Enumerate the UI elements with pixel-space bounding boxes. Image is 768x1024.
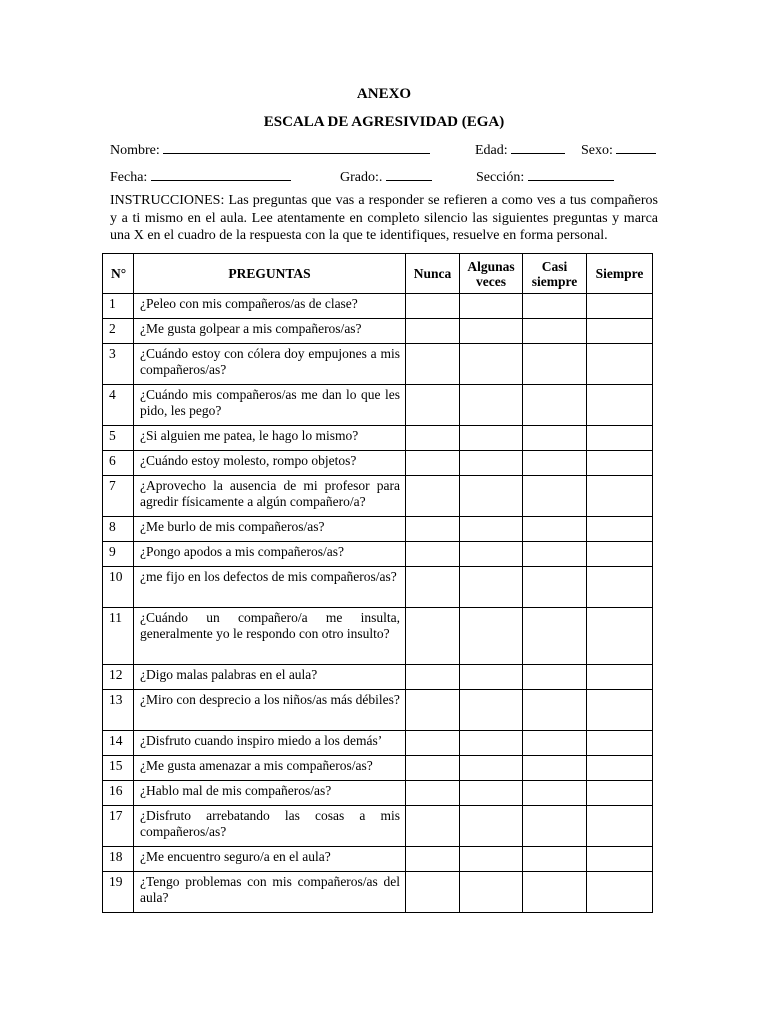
name-field[interactable] — [110, 141, 430, 159]
table-row — [103, 451, 653, 476]
name-label: Nombre: — [110, 143, 160, 158]
answer-cell-sometimes[interactable] — [460, 319, 523, 344]
answer-cell-always[interactable] — [587, 756, 653, 781]
question-number: 15 — [103, 756, 134, 781]
question-number: 5 — [103, 426, 134, 451]
question-text: ¿Peleo con mis compañeros/as de clase? — [134, 294, 406, 319]
answer-cell-sometimes[interactable] — [460, 806, 523, 847]
answer-cell-never[interactable] — [406, 517, 460, 542]
question-number: 6 — [103, 451, 134, 476]
question-text: ¿Si alguien me patea, le hago lo mismo? — [134, 426, 406, 451]
answer-cell-never[interactable] — [406, 731, 460, 756]
answer-cell-never[interactable] — [406, 385, 460, 426]
answer-cell-sometimes[interactable] — [460, 608, 523, 665]
answer-cell-always[interactable] — [587, 344, 653, 385]
answer-cell-almost-always[interactable] — [523, 344, 587, 385]
header-always: Siempre — [587, 254, 653, 294]
answer-cell-always[interactable] — [587, 608, 653, 665]
question-number: 18 — [103, 847, 134, 872]
date-label: Fecha: — [110, 170, 148, 185]
question-number: 13 — [103, 690, 134, 731]
answer-cell-always[interactable] — [587, 426, 653, 451]
answer-cell-never[interactable] — [406, 756, 460, 781]
answer-cell-always[interactable] — [587, 731, 653, 756]
answer-cell-always[interactable] — [587, 567, 653, 608]
answer-cell-never[interactable] — [406, 542, 460, 567]
answer-cell-almost-always[interactable] — [523, 690, 587, 731]
header-never: Nunca — [406, 254, 460, 294]
header-sometimes: Algunas veces — [460, 254, 523, 294]
table-row — [103, 608, 653, 665]
answer-cell-almost-always[interactable] — [523, 806, 587, 847]
answer-cell-almost-always[interactable] — [523, 476, 587, 517]
answer-cell-sometimes[interactable] — [460, 781, 523, 806]
date-blank[interactable] — [151, 168, 291, 181]
answer-cell-sometimes[interactable] — [460, 542, 523, 567]
answer-cell-always[interactable] — [587, 665, 653, 690]
question-text: ¿Cuándo mis compañeros/as me dan lo que les pido, les pego? — [134, 385, 406, 426]
answer-cell-sometimes[interactable] — [460, 426, 523, 451]
question-text: ¿Digo malas palabras en el aula? — [134, 665, 406, 690]
table-row — [103, 385, 653, 426]
question-text: ¿Cuándo un compañero/a me insulta, generalmente yo le respondo con otro insulto? — [134, 608, 406, 665]
instructions-text: INSTRUCCIONES: Las preguntas que vas a responder se refieren a como ves a tus compañeros y a ti mismo en el aula. Lee atentamente en completo silencio las siguientes preguntas y marca una X en el cuadro de la respuesta con la que te identifiques, resuelve en forma personal. — [110, 193, 658, 243]
answer-cell-almost-always[interactable] — [523, 847, 587, 872]
annex-heading: ANEXO — [356, 86, 412, 102]
question-number: 16 — [103, 781, 134, 806]
answer-cell-never[interactable] — [406, 451, 460, 476]
question-number: 17 — [103, 806, 134, 847]
answer-cell-sometimes[interactable] — [460, 690, 523, 731]
answer-cell-almost-always[interactable] — [523, 385, 587, 426]
question-number: 1 — [103, 294, 134, 319]
answer-cell-sometimes[interactable] — [460, 847, 523, 872]
question-text: ¿Aprovecho la ausencia de mi profesor para agredir físicamente a algún compañero/a? — [134, 476, 406, 517]
answer-cell-never[interactable] — [406, 426, 460, 451]
question-text: ¿Me encuentro seguro/a en el aula? — [134, 847, 406, 872]
answer-cell-sometimes[interactable] — [460, 872, 523, 913]
header-number: N° — [103, 254, 134, 294]
question-number: 4 — [103, 385, 134, 426]
answer-cell-always[interactable] — [587, 319, 653, 344]
question-number: 14 — [103, 731, 134, 756]
grade-blank[interactable] — [386, 168, 432, 181]
answer-cell-always[interactable] — [587, 872, 653, 913]
question-text: ¿Cuándo estoy molesto, rompo objetos? — [134, 451, 406, 476]
age-blank[interactable] — [511, 141, 565, 154]
section-field[interactable] — [476, 168, 614, 186]
answer-cell-always[interactable] — [587, 294, 653, 319]
answer-cell-sometimes[interactable] — [460, 385, 523, 426]
table-row — [103, 806, 653, 847]
question-number: 19 — [103, 872, 134, 913]
sex-blank[interactable] — [616, 141, 656, 154]
answer-cell-always[interactable] — [587, 690, 653, 731]
answer-cell-almost-always[interactable] — [523, 872, 587, 913]
answer-cell-sometimes[interactable] — [460, 731, 523, 756]
table-row — [103, 344, 653, 385]
table-row — [103, 665, 653, 690]
answer-cell-almost-always[interactable] — [523, 517, 587, 542]
answer-cell-sometimes[interactable] — [460, 756, 523, 781]
question-number: 8 — [103, 517, 134, 542]
answer-cell-almost-always[interactable] — [523, 567, 587, 608]
answer-cell-almost-always[interactable] — [523, 756, 587, 781]
table-row — [103, 847, 653, 872]
answer-cell-almost-always[interactable] — [523, 731, 587, 756]
answer-cell-sometimes[interactable] — [460, 665, 523, 690]
grade-field[interactable] — [340, 168, 432, 186]
question-text: ¿Tengo problemas con mis compañeros/as del aula? — [134, 872, 406, 913]
document-title: ESCALA DE AGRESIVIDAD (EGA) — [263, 114, 505, 130]
answer-cell-never[interactable] — [406, 690, 460, 731]
questions-table — [102, 253, 653, 913]
answer-cell-always[interactable] — [587, 847, 653, 872]
table-row — [103, 517, 653, 542]
answer-cell-almost-always[interactable] — [523, 781, 587, 806]
question-text: ¿Disfruto cuando inspiro miedo a los demás’ — [134, 731, 406, 756]
header-almost-always: Casi siempre — [523, 254, 587, 294]
table-row — [103, 319, 653, 344]
table-row — [103, 756, 653, 781]
answer-cell-never[interactable] — [406, 872, 460, 913]
answer-cell-always[interactable] — [587, 781, 653, 806]
answer-cell-almost-always[interactable] — [523, 665, 587, 690]
question-number: 2 — [103, 319, 134, 344]
answer-cell-sometimes[interactable] — [460, 344, 523, 385]
question-number: 12 — [103, 665, 134, 690]
question-number: 10 — [103, 567, 134, 608]
table-row — [103, 731, 653, 756]
question-text: ¿Hablo mal de mis compañeros/as? — [134, 781, 406, 806]
answer-cell-never[interactable] — [406, 608, 460, 665]
table-row — [103, 542, 653, 567]
answer-cell-sometimes[interactable] — [460, 567, 523, 608]
answer-cell-never[interactable] — [406, 476, 460, 517]
question-text: ¿Me gusta golpear a mis compañeros/as? — [134, 319, 406, 344]
name-blank[interactable] — [163, 141, 430, 154]
answer-cell-sometimes[interactable] — [460, 294, 523, 319]
answer-cell-always[interactable] — [587, 476, 653, 517]
answer-cell-sometimes[interactable] — [460, 451, 523, 476]
question-number: 9 — [103, 542, 134, 567]
table-header-row — [103, 254, 653, 294]
answer-cell-almost-always[interactable] — [523, 426, 587, 451]
answer-cell-never[interactable] — [406, 319, 460, 344]
sex-field[interactable] — [581, 141, 656, 159]
answer-cell-never[interactable] — [406, 294, 460, 319]
section-blank[interactable] — [528, 168, 614, 181]
table-row — [103, 476, 653, 517]
table-row — [103, 690, 653, 731]
question-text: ¿Miro con desprecio a los niños/as más débiles? — [134, 690, 406, 731]
question-text: ¿Disfruto arrebatando las cosas a mis compañeros/as? — [134, 806, 406, 847]
answer-cell-almost-always[interactable] — [523, 608, 587, 665]
question-number: 11 — [103, 608, 134, 665]
answer-cell-sometimes[interactable] — [460, 476, 523, 517]
table-row — [103, 567, 653, 608]
table-row — [103, 426, 653, 451]
question-number: 3 — [103, 344, 134, 385]
table-row — [103, 294, 653, 319]
answer-cell-always[interactable] — [587, 806, 653, 847]
questions-body — [103, 294, 653, 913]
sex-label: Sexo: — [581, 143, 613, 158]
answer-cell-always[interactable] — [587, 451, 653, 476]
answer-cell-almost-always[interactable] — [523, 451, 587, 476]
grade-label: Grado:. — [340, 170, 383, 185]
answer-cell-never[interactable] — [406, 567, 460, 608]
answer-cell-almost-always[interactable] — [523, 542, 587, 567]
question-text: ¿Me burlo de mis compañeros/as? — [134, 517, 406, 542]
question-number: 7 — [103, 476, 134, 517]
section-label: Sección: — [476, 170, 525, 185]
answer-cell-almost-always[interactable] — [523, 319, 587, 344]
header-questions: PREGUNTAS — [134, 254, 406, 294]
table-row — [103, 781, 653, 806]
answer-cell-never[interactable] — [406, 665, 460, 690]
question-text: ¿me fijo en los defectos de mis compañeros/as? — [134, 567, 406, 608]
answer-cell-always[interactable] — [587, 517, 653, 542]
answer-cell-never[interactable] — [406, 806, 460, 847]
question-text: ¿Pongo apodos a mis compañeros/as? — [134, 542, 406, 567]
age-label: Edad: — [475, 143, 508, 158]
question-text: ¿Me gusta amenazar a mis compañeros/as? — [134, 756, 406, 781]
answer-cell-never[interactable] — [406, 344, 460, 385]
table-row — [103, 872, 653, 913]
answer-cell-always[interactable] — [587, 385, 653, 426]
answer-cell-sometimes[interactable] — [460, 517, 523, 542]
answer-cell-almost-always[interactable] — [523, 294, 587, 319]
date-field[interactable] — [110, 168, 291, 186]
answer-cell-never[interactable] — [406, 847, 460, 872]
age-field[interactable] — [475, 141, 565, 159]
answer-cell-never[interactable] — [406, 781, 460, 806]
question-text: ¿Cuándo estoy con cólera doy empujones a mis compañeros/as? — [134, 344, 406, 385]
answer-cell-always[interactable] — [587, 542, 653, 567]
